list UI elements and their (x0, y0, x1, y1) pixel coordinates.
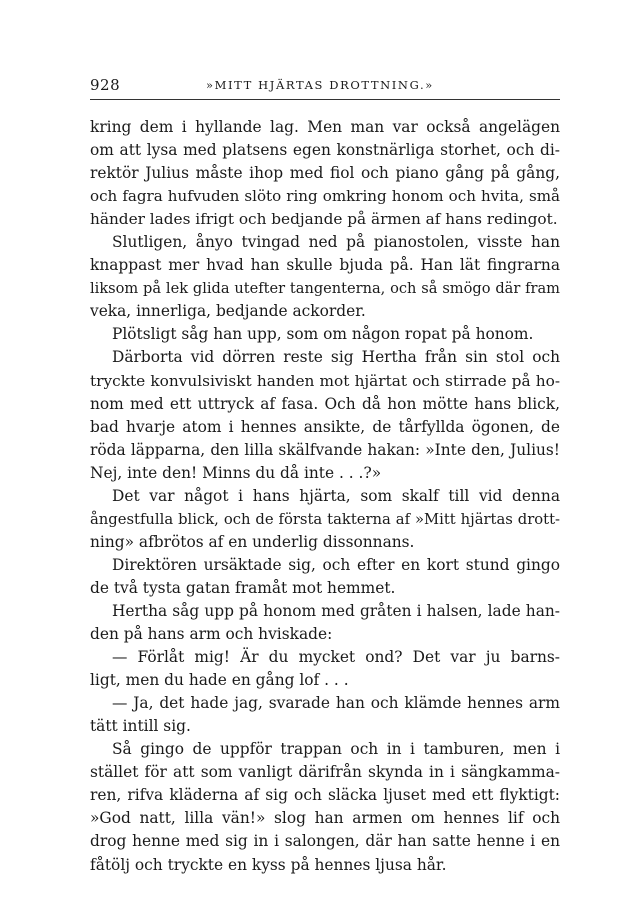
text-line: Slutligen, ånyo tvingad ned på pianostolen, visste han (112, 233, 560, 252)
text-line: röda läpparna, den lilla skälfvande hakan: »Inte den, Julius! (90, 440, 560, 459)
text-line: den på hans arm och hviskade: (90, 625, 333, 644)
text-line: »God natt, lilla vän!» slog han armen om hennes lif och (90, 809, 560, 828)
text-line: — Ja, det hade jag, svarade han och klämde hennes arm (112, 694, 560, 713)
text-line: om att lysa med platsens egen konstnärliga storhet, och di- (90, 141, 560, 160)
text-line: ren, rifva kläderna af sig och släcka ljuset med ett flyktigt: (90, 786, 560, 805)
text-line: veka, innerliga, bedjande ackorder. (90, 302, 366, 321)
text-line: Direktören ursäktade sig, och efter en kort stund gingo (112, 555, 560, 574)
text-line: händer lades ifrigt och bedjande på ärmen af hans redingot. (90, 210, 558, 229)
text-line: tryckte konvulsiviskt handen mot hjärtat och stirrade på ho- (90, 371, 560, 390)
text-line: Nej, inte den! Minns du då inte . . .?» (90, 463, 382, 482)
body-text (90, 116, 560, 877)
text-line: Så gingo de uppför trappan och in i tamburen, men i (112, 740, 560, 759)
text-line: rektör Julius måste ihop med fiol och piano gång på gång, (90, 164, 560, 183)
text-line: ligt, men du hade en gång lof . . . (90, 671, 349, 690)
text-line: Därborta vid dörren reste sig Hertha från sin stol och (112, 348, 560, 367)
text-line: och fagra hufvuden slöto ring omkring honom och hvita, små (90, 187, 560, 206)
page-header (90, 76, 560, 96)
text-line: — Förlåt mig! Är du mycket ond? Det var ju barns- (112, 648, 560, 667)
text-line: nom med ett uttryck af fasa. Och då hon mötte hans blick, (90, 394, 560, 413)
text-line: de två tysta gatan framåt mot hemmet. (90, 578, 396, 597)
text-line: kring dem i hyllande lag. Men man var också angelägen (90, 118, 560, 136)
text-line: ångestfulla blick, och de första takterna af »Mitt hjärtas drott- (90, 510, 560, 528)
text-line: bad hvarje atom i hennes ansikte, de tårfyllda ögonen, de (90, 417, 560, 436)
text-line: Hertha såg upp på honom med gråten i halsen, lade han- (112, 601, 560, 620)
page-number: 928 (90, 76, 121, 94)
running-title: »MITT HJÄRTAS DROTTNING.» (206, 78, 434, 92)
text-line: Plötsligt såg han upp, som om någon ropat på honom. (112, 325, 534, 344)
text-line: stället för att som vanligt därifrån skynda in i sängkamma- (90, 763, 560, 782)
text-line: liksom på lek glida utefter tangenterna, och så smögo där fram (90, 280, 560, 298)
text-line: tätt intill sig. (90, 717, 191, 736)
text-line: drog henne med sig in i salongen, där han satte henne i en (90, 832, 560, 851)
text-line: fåtölj och tryckte en kyss på hennes ljusa hår. (90, 855, 447, 874)
text-line: ning» afbrötos af en underlig dissonnans. (90, 532, 415, 551)
text-line: knappast mer hvad han skulle bjuda på. Han lät fingrarna (90, 256, 560, 275)
text-line: Det var något i hans hjärta, som skalf till vid denna (112, 486, 560, 505)
header-rule (90, 99, 560, 100)
